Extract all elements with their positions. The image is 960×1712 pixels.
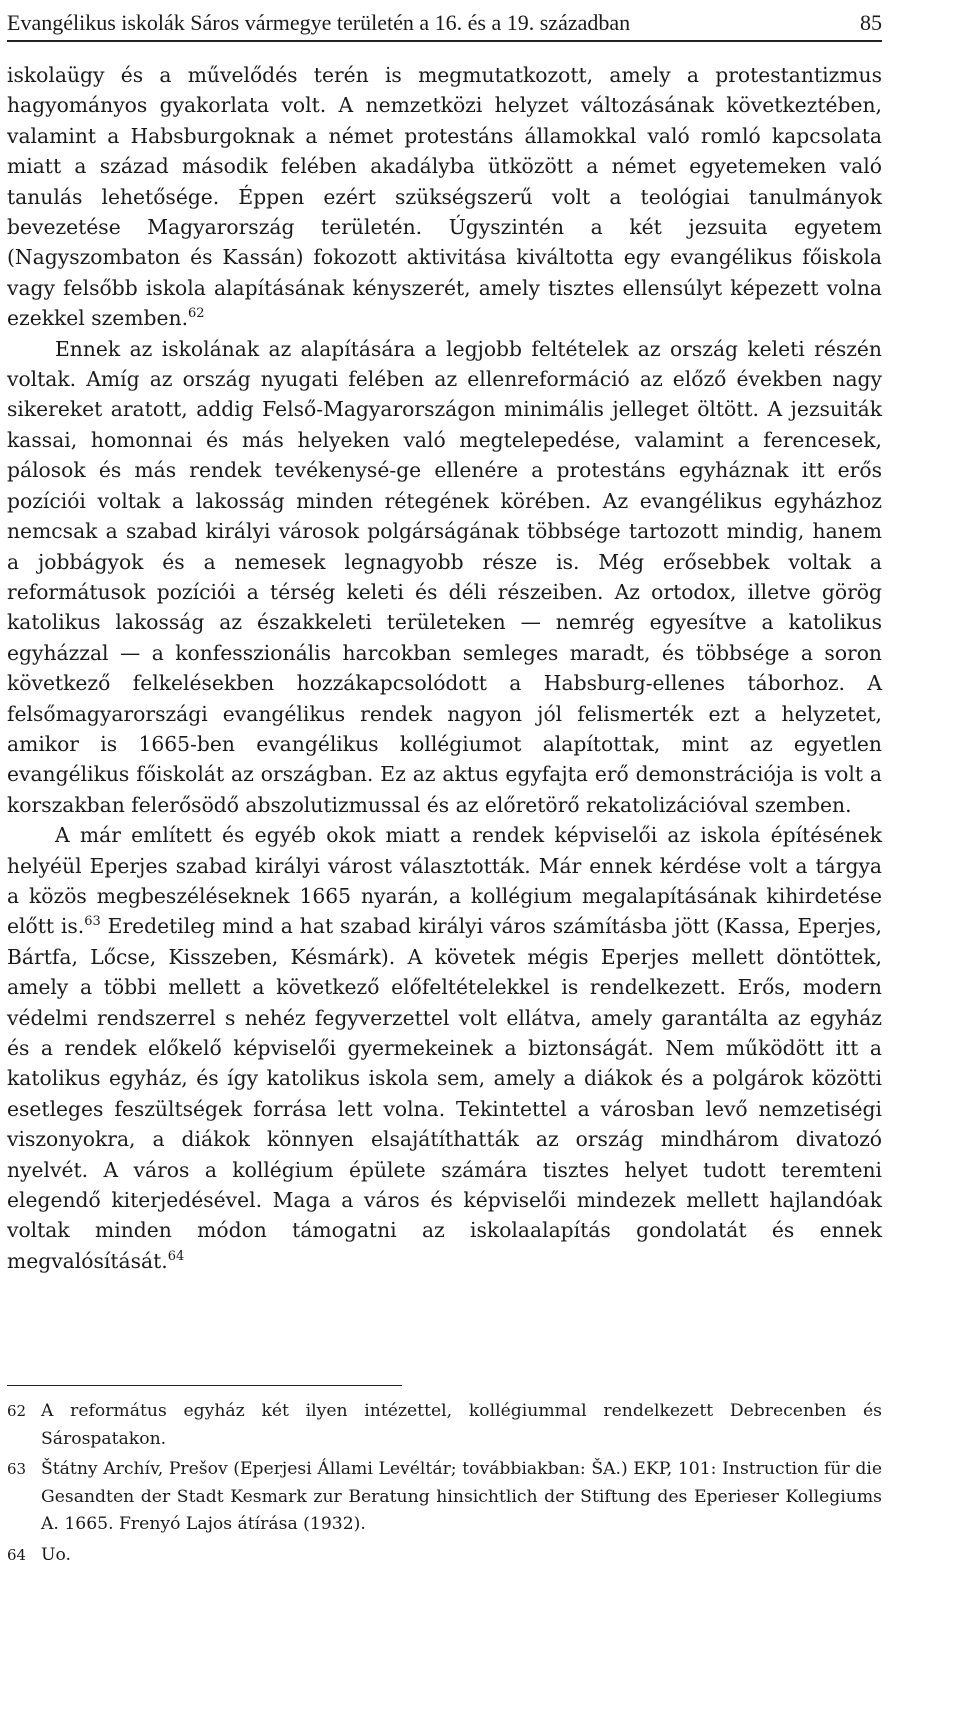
paragraph-1 (7, 60, 882, 334)
paragraph-text: Ennek az iskolának az alapítására a legjobb feltételek az ország keleti részén voltak. Amíg az ország nyugati felében az ellenreformáció az előző években nagy sikereket aratott, addig Felső-Magyarországon minimális jelleget öltött. A jezsuiták kassai, homonnai és más helyeken való megtelepedése, valamint a ferencesek, pálosok és más rendek tevékenysé-ge ellenére a protestáns egyháznak itt erős pozíciói voltak a lakosság minden rétegének körében. Az evangélikus egyházhoz nemcsak a szabad királyi városok polgárságának többsége tartozott mindig, hanem a jobbágyok és a nemesek legnagyobb része is. Még erősebbek voltak a reformátusok pozíciói a térség keleti és déli részeiben. Az ortodox, illetve görög katolikus lakosság az északkeleti területeken — nemrég egyesítve a katolikus egyházzal — a konfesszionális harcokban semleges maradt, és többsége a soron következő felkelésekben hozzákapcsolódott a Habsburg-ellenes táborhoz. A felsőmagyarországi evangélikus rendek nagyon jól felismerték ezt a helyzetet, amikor is 1665-ben evangélikus kollégiumot alapítottak, mint az egyetlen evangélikus főiskolát az országban. Ez az aktus egyfajta erő demonstrációja is volt a korszakban felerősödő abszolutizmussal és az előretörő rekatolizációval szemben. (7, 336, 882, 817)
paragraph-2 (7, 334, 882, 821)
footnotes (7, 1398, 882, 1572)
footnote-64 (7, 1542, 882, 1570)
paragraph-text: A már említett és egyéb okok miatt a rendek képviselői az iskola építésének helyéül Eperjes szabad királyi várost választották. Már ennek kérdése volt a tárgya a közös megbeszéléseknek 1665 nyarán, a kollégium megalapításának kihirdetése előtt is. (7, 823, 882, 939)
footnote-number: 64 (7, 1545, 27, 1564)
footnote-text: A református egyház két ilyen intézettel, kollégiummal rendelkezett Debrecenben és Sárospatakon. (41, 1401, 882, 1449)
body-text (7, 60, 882, 1276)
footnote-text: Štátny Archív, Prešov (Eperjesi Állami Levéltár; továbbiakban: ŠA.) EKP, 101: Instruction für die Gesandten der Stadt Kesmark zur Beratung hinsichtlich der Stiftung des Eperieser Kollegiums A. 1665. Frenyó Lajos átírása (1932). (41, 1459, 882, 1534)
footnote-62 (7, 1398, 882, 1453)
footnote-ref-63[interactable]: 63 (84, 914, 101, 930)
page-number: 85 (860, 10, 882, 35)
footnote-63 (7, 1456, 882, 1539)
paragraph-3 (7, 820, 882, 1276)
footnote-number: 62 (7, 1402, 27, 1420)
running-head-title: Evangélikus iskolák Sáros vármegye területén a 16. és a 19. században (7, 10, 631, 35)
footnote-ref-64[interactable]: 64 (167, 1248, 185, 1264)
paragraph-text: iskolaügy és a művelődés terén is megmutatkozott, amely a protestantizmus hagyományos gyakorlata volt. A nemzetközi helyzet változásának következtében, valamint a Habsburgoknak a német protestáns államokkal való romló kapcsolata miatt a század második felében akadályba ütközött a német egyetemeken való tanulás lehetősége. Éppen ezért szükségszerű volt a teológiai tanulmányok bevezetése Magyarország területén. Úgyszintén a két jezsuita egyetem (Nagyszombaton és Kassán) fokozott aktivitása kiváltotta egy evangélikus főiskola vagy felsőbb iskola alapításának kényszerét, amely tisztes ellensúlyt képezett volna ezekkel szemben. (7, 63, 882, 331)
running-head (7, 6, 882, 42)
footnote-ref-62[interactable]: 62 (188, 306, 205, 322)
paragraph-text: Eredetileg mind a hat szabad királyi város számításba jött (Kassa, Eperjes, Bártfa, Lőcse, Kisszeben, Késmárk). A követek mégis Eperjes mellett döntöttek, amely a többi mellett a következő előfeltételekkel is rendelkezett. Erős, modern védelmi rendszerrel s nehéz fegyverzettel volt ellátva, amely garantálta az egyház és a rendek előkelő képviselői gyermekeinek a biztonságát. Nem működött itt a katolikus egyház, és így katolikus iskola sem, amely a diákok és a polgárok közötti esetleges feszültségek forrása lett volna. Tekintettel a városban levő nemzetiségi viszonyokra, a diákok könnyen elsajátíthatták az ország mindhárom divatozó nyelvét. A város a kollégium épülete számára tisztes helyet tudott teremteni elegendő kiterjedésével. Maga a város és képviselői mindezek mellett hajlandóak voltak minden módon támogatni az iskolaalapítás gondolatát és ennek megvalósítását. (7, 914, 882, 1273)
footnote-separator (7, 1385, 402, 1386)
footnote-text: Uo. (41, 1544, 71, 1565)
footnote-number: 63 (7, 1460, 27, 1478)
